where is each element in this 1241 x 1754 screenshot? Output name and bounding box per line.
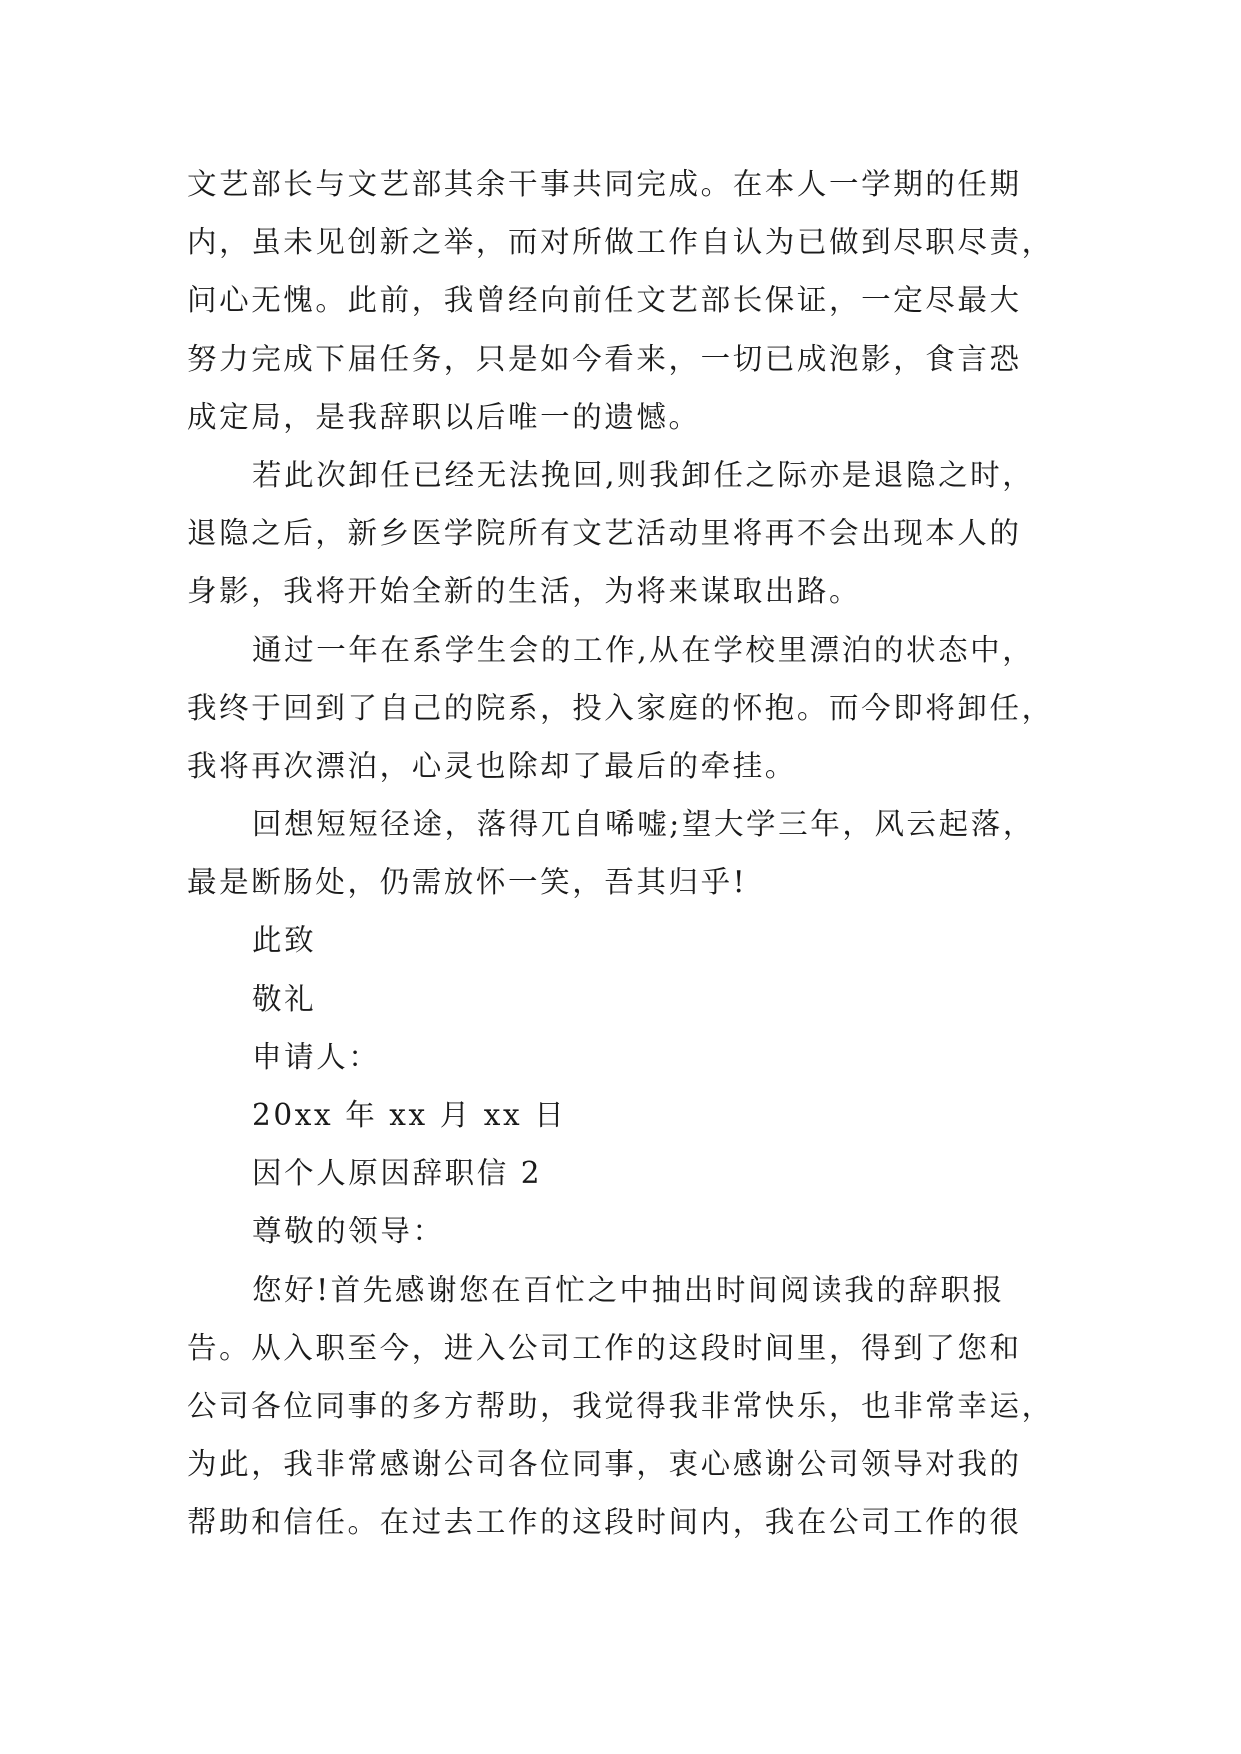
paragraph-start-line: 通过一年在系学生会的工作,从在学校里漂泊的状态中， [252, 632, 1035, 667]
text-line: 我终于回到了自己的院系，投入家庭的怀抱。而今即将卸任， [187, 690, 1054, 725]
applicant-label: 申请人： [252, 1039, 381, 1074]
text-line: 退隐之后，新乡医学院所有文艺活动里将再不会出现本人的 [187, 516, 1022, 551]
closing-regards: 敬礼 [252, 981, 317, 1016]
text-line: 努力完成下届任务，只是如今看来，一切已成泡影，食言恐 [187, 341, 1022, 376]
text-line: 问心无愧。此前，我曾经向前任文艺部长保证，一定尽最大 [187, 283, 1022, 318]
document-body [187, 155, 1057, 1552]
text-line: 我将再次漂泊，心灵也除却了最后的牵挂。 [187, 748, 797, 783]
greeting-line: 尊敬的领导： [252, 1214, 445, 1249]
date-line: 20xx 年 xx 月 xx 日 [252, 1098, 567, 1132]
closing-salutation: 此致 [252, 923, 317, 958]
paragraph-start-line: 若此次卸任已经无法挽回,则我卸任之际亦是退隐之时， [252, 457, 1035, 492]
text-line: 文艺部长与文艺部其余干事共同完成。在本人一学期的任期 [187, 167, 1022, 201]
text-line: 内，虽未见创新之举，而对所做工作自认为已做到尽职尽责， [187, 225, 1054, 260]
text-line: 身影，我将开始全新的生活，为将来谋取出路。 [187, 574, 862, 609]
text-line: 成定局，是我辞职以后唯一的遗憾。 [187, 399, 701, 434]
text-line: 公司各位同事的多方帮助，我觉得我非常快乐，也非常幸运， [187, 1388, 1054, 1423]
text-line: 告。从入职至今，进入公司工作的这段时间里，得到了您和 [187, 1330, 1022, 1365]
paragraph-start-line: 您好!首先感谢您在百忙之中抽出时间阅读我的辞职报 [252, 1272, 1005, 1307]
text-line: 最是断肠处，仍需放怀一笑，吾其归乎! [187, 865, 748, 900]
paragraph-start-line: 回想短短径途，落得兀自唏嘘;望大学三年，风云起落， [252, 807, 1035, 842]
text-line: 为此，我非常感谢公司各位同事，衷心感谢公司领导对我的 [187, 1447, 1022, 1482]
section-title: 因个人原因辞职信 2 [252, 1156, 543, 1191]
text-line: 帮助和信任。在过去工作的这段时间内，我在公司工作的很 [187, 1505, 1022, 1540]
